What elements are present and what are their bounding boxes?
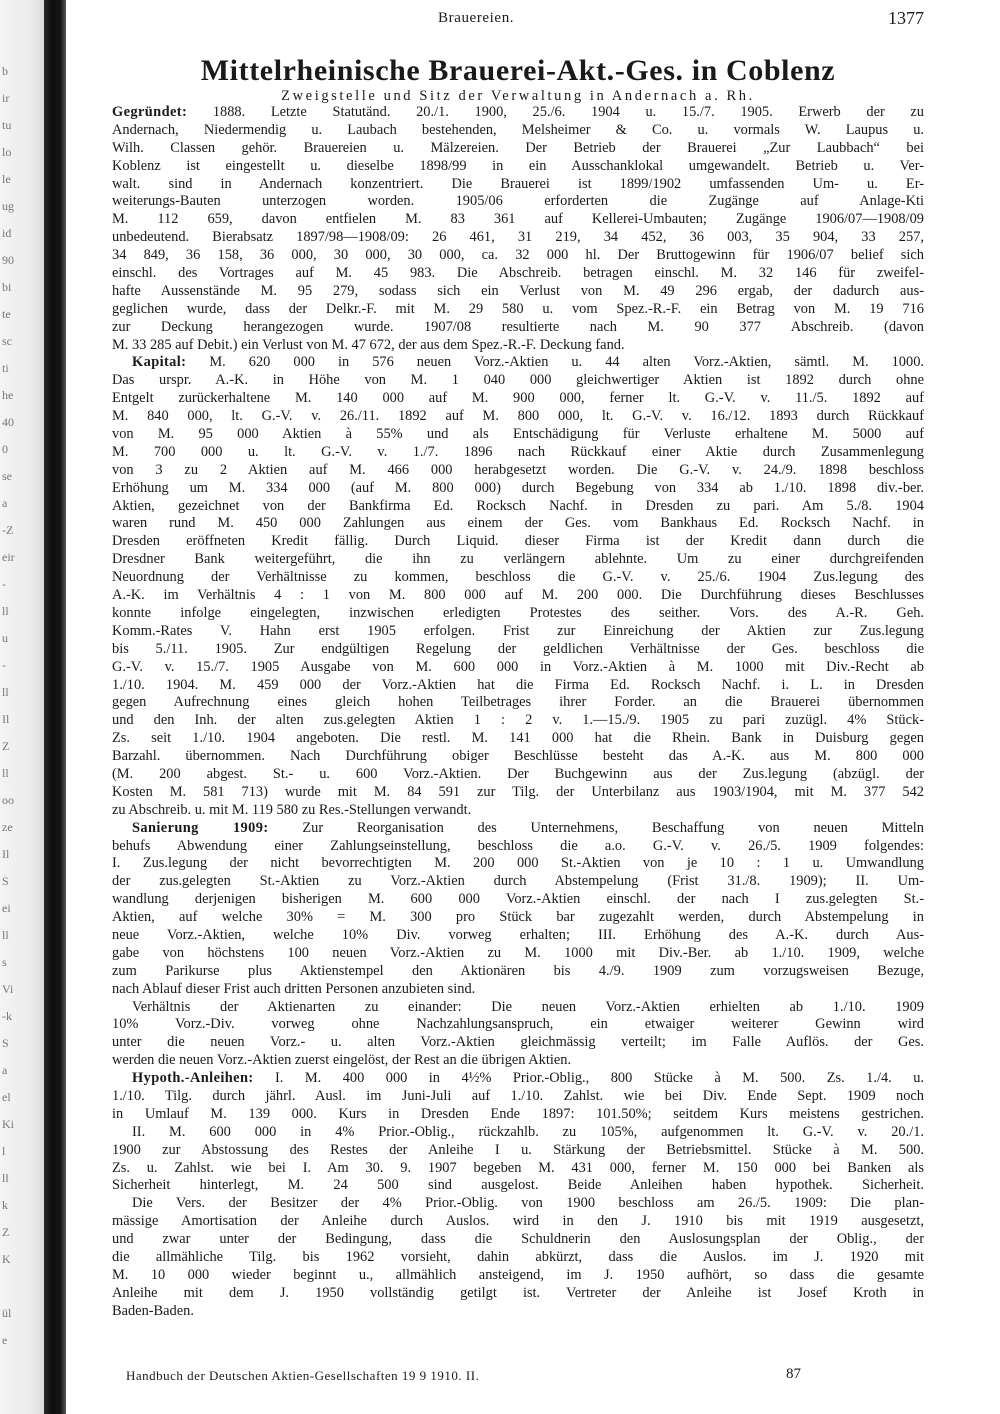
line-text: Andernach, Niedermendig u. Laubach bestehenden, Melsheimer & Co. u. vormals W. Laupus u.	[112, 121, 924, 138]
line-text: A.-K. im Verhältnis 4 : 1 von M. 800 000 auf M. 200 000. Die Durchführung dieses Beschlusses	[112, 587, 924, 604]
line-text: Neuordnung der Verhältnisse zu kommen, beschloss die G.-V. v. 25./6. 1904 Zus.legung des	[112, 569, 924, 586]
line-text: hafte Aussenstände M. 95 279, sodass sich ein Verlust von M. 49 296 ergab, der dadurch aus-	[112, 282, 924, 299]
text-line	[112, 408, 924, 426]
text-line	[112, 1177, 924, 1195]
text-line	[112, 158, 924, 176]
text-line	[112, 301, 924, 319]
line-text: von M. 95 000 Aktien à 55% und als Entschädigung für Verluste erhaltene M. 5000 auf	[112, 426, 924, 443]
text-line	[112, 1124, 924, 1142]
text-line	[112, 444, 924, 462]
company-heading: Mittelrheinische Brauerei-Akt.-Ges. in Coblenz	[200, 54, 836, 87]
line-text: Verhältnis der Aktienarten zu einander: Die neuen Vorz.-Aktien erhielten ab 1./10. 1909	[132, 998, 924, 1015]
section-label: Sanierung 1909:	[132, 819, 269, 836]
text-line	[112, 766, 924, 784]
text-line	[112, 1195, 924, 1213]
line-text: gegen Aufrechnung eines gleich hohen Teilbetrages ihrer Forder. an die Brauerei übernommen	[112, 694, 924, 711]
line-text: 1./10. 1904. M. 459 000 der Vorz.-Aktien hat die Firma Ed. Rocksch Nachf. i. L. in Dresden	[112, 676, 924, 693]
line-text: Zs. seit 1./10. 1904 angeboten. Die restl. M. 141 000 hat die Rhein. Bank in Duisburg gegen	[112, 730, 924, 747]
text-line	[112, 694, 924, 712]
margin-fragment: ir	[2, 91, 10, 105]
line-text: Barzahl. übernommen. Nach Durchführung obiger Beschlüsse besteht das A.-K. aus M. 800 000	[112, 748, 924, 765]
page-footer	[126, 1366, 826, 1386]
text-line	[112, 659, 924, 677]
footer-citation: Handbuch der Deutschen Aktien-Gesellschaften 19 9 1910. II.	[126, 1368, 480, 1383]
line-text: M. 840 000, lt. G.-V. v. 26./11. 1892 auf M. 800 000, lt. G.-V. v. 16./12. 1893 durch Rückkauf	[112, 408, 924, 425]
line-text: I. M. 400 000 in 4½% Prior.-Oblig., 800 Stücke à M. 500. Zs. 1./4. u.	[253, 1070, 924, 1087]
line-text: werden die neuen Vorz.-Aktien zuerst eingelöst, der Rest an die übrigen Aktien.	[112, 1052, 572, 1069]
text-line	[112, 265, 924, 283]
line-text: mässige Amortisation der Anleihe durch Auslos. wird in den J. 1910 bis mit 1919 ausgesetzt,	[112, 1213, 924, 1230]
text-line	[112, 1052, 924, 1070]
text-line	[112, 426, 924, 444]
line-text: geglichen wurde, dass der Delkr.-F. mit M. 29 580 u. vom Spez.-R.-F. ein Betrag von M. 19 716	[112, 300, 924, 317]
line-text: M. 700 000 u. lt. G.-V. v. 1./7. 1896 nach Rückkauf einer Aktie durch Zusammenlegung	[112, 443, 924, 460]
text-line	[112, 820, 924, 838]
line-text: Zs. u. Zahlst. wie bei I. Am 30. 9. 1907 begeben M. 431 000, ferner M. 150 000 bei Banken als	[112, 1159, 924, 1176]
line-text: Sicherheit hinterlegt, M. 24 500 sind ausgelost. Beide Anleihen haben hypothek. Sicherheit.	[112, 1177, 924, 1194]
text-line	[112, 855, 924, 873]
line-text: Komm.-Rates V. Hahn erst 1905 erfolgen. Frist zur Einreichung der Aktien zur Zus.legung	[112, 622, 924, 639]
margin-fragment: bi	[2, 280, 12, 294]
line-text: M. 33 285 auf Debit.) ein Verlust von M. 47 672, der aus dem Spez.-R.-F. Deckung fand.	[112, 336, 625, 353]
line-text: 1900 zur Abstossung des Restes der Anleihe I u. Stärkung der Betriebsmittel. Stücke à M. 500.	[112, 1141, 924, 1158]
text-line	[112, 730, 924, 748]
line-text: M. 620 000 in 576 neuen Vorz.-Aktien u. 44 alten Vorz.-Aktien, sämtl. M. 1000.	[186, 354, 924, 371]
adjacent-page-fragments	[0, 0, 40, 1414]
margin-fragment: 90	[2, 253, 14, 267]
margin-fragment: Ki	[2, 1117, 14, 1131]
text-line	[112, 1267, 924, 1285]
margin-fragment: el	[2, 1090, 11, 1104]
line-text: Anleihe mit dem J. 1950 vollständig getilgt ist. Vertreter der Anleihe ist Josef Kroth in	[112, 1284, 924, 1301]
section-title: Brauereien.	[438, 10, 515, 26]
section-label: Kapital:	[132, 354, 187, 371]
line-text: der zus.gelegten St.-Aktien zu Vorz.-Aktien durch Abstempelung (Frist 31./8. 1909); II. Um-	[112, 873, 924, 890]
line-text: 1./10. Tilg. durch jährl. Ausl. im Juni-Juli auf 1./10. Zahlst. wie bei Div. Ende Sept. 1909 noch	[112, 1087, 924, 1104]
line-text: (M. 200 abgest. St.- u. 600 Vorz.-Aktien. Der Buchgewinn aus der Zus.legung (abzügl. der	[112, 765, 924, 782]
line-text: konnte infolge eingelegten, inzwischen erledigten Protestes des seither. Vors. des A.-R. Geh.	[112, 604, 924, 621]
line-text: Das urspr. A.-K. in Höhe von M. 1 040 000 gleichwertiger Aktien ist 1892 durch ohne	[112, 372, 924, 389]
text-line	[112, 927, 924, 945]
margin-fragment: he	[2, 388, 14, 402]
margin-fragment: -	[2, 658, 6, 672]
line-text: gabe von höchstens 100 neuen Vorz.-Aktien zu M. 1000 mit Div.-Ber. ab 1./10. 1909, welche	[112, 944, 924, 961]
line-text: Wilh. Classen gehör. Brauereien u. Mälzereien. Der Betrieb der Brauerei „Zur Laubbach“ bei	[112, 139, 924, 156]
text-line	[112, 748, 924, 766]
margin-fragment: oo	[2, 793, 14, 807]
line-text: Entgelt zurückerhaltene M. 140 000 auf M. 900 000, ferner lt. G.-V. v. 11./5. 1892 auf	[112, 390, 924, 407]
margin-fragment: ll	[2, 685, 9, 699]
text-line	[112, 623, 924, 641]
line-text: walt. sind in Andernach konzentriert. Die Brauerei ist 1899/1902 umfassenden Um- u. Er-	[112, 175, 924, 192]
line-text: einschl. des Vortrages auf M. 45 983. Die Abschreib. betragen einschl. M. 32 146 für zweifel-	[112, 265, 924, 282]
text-line	[112, 211, 924, 229]
line-text: und zwar unter der Bedingung, dass die Schuldnerin den Auslosungsplan der Oblig., der	[112, 1231, 924, 1248]
line-text: M. 112 659, davon entfielen M. 83 361 auf Kellerei-Umbauten; Zugänge 1906/07—1908/09	[112, 211, 924, 228]
text-line	[112, 1142, 924, 1160]
text-line	[112, 1303, 924, 1321]
margin-fragment: lo	[2, 145, 12, 159]
line-text: Koblenz ist eingestellt u. dieselbe 1898/99 in ein Ausschanklokal umgewandelt. Betrieb u. Ver-	[112, 157, 924, 174]
margin-fragment: se	[2, 469, 12, 483]
line-text: Aktien, auf welche 30% = M. 300 pro Stück bar zugezahlt werden, durch Abstempelung in	[112, 909, 924, 926]
margin-fragment: ll	[2, 928, 9, 942]
margin-fragment: 40	[2, 415, 14, 429]
margin-fragment: u	[2, 631, 8, 645]
margin-fragment: S	[2, 1036, 9, 1050]
margin-fragment: ug	[2, 199, 14, 213]
margin-fragment: -Z	[2, 523, 14, 537]
text-line	[112, 337, 924, 355]
margin-fragment: te	[2, 307, 11, 321]
text-line	[112, 193, 924, 211]
text-line	[112, 1249, 924, 1267]
text-line	[112, 641, 924, 659]
text-line	[112, 354, 924, 372]
line-text: II. M. 600 000 in 4% Prior.-Oblig., rückzahlb. zu 105%, aufgenommen lt. G.-V. v. 20./1.	[132, 1123, 924, 1140]
line-text: und den Inh. der alten zus.gelegten Aktien 1 : 2 v. 1.—15./9. 1905 zu pari zuzügl. 4% Stück-	[112, 712, 924, 729]
line-text: unbedeutend. Bierabsatz 1897/98—1908/09: 26 461, 31 219, 34 452, 36 003, 35 904, 33 257,	[112, 229, 924, 246]
line-text: Erhöhung um M. 334 000 (auf M. 800 000) durch Begebung von 334 ab 1./10. 1898 div.-ber.	[112, 479, 924, 496]
text-line	[112, 569, 924, 587]
page-number: 1377	[888, 8, 924, 28]
text-line	[112, 802, 924, 820]
margin-fragment: a	[2, 1063, 8, 1077]
text-line	[112, 533, 924, 551]
line-text: Dresdner Bank weitergeführt, die ihn zu verlängern ablehnte. Um zu einer durchgreifenden	[112, 551, 924, 568]
text-line	[112, 1106, 924, 1124]
margin-fragment: ll	[2, 604, 9, 618]
text-line	[112, 1088, 924, 1106]
line-text: I. Zus.legung der nicht bevorrechtigten M. 200 000 St.-Aktien von je 10 : 1 u. Umwandlung	[112, 855, 924, 872]
margin-fragment: K	[2, 1252, 11, 1266]
margin-fragment: S	[2, 874, 9, 888]
line-text: unter die neuen Vorz.- u. alten Vorz.-Aktien gleichmässig verteilt; im Falle Auflös. der Ges.	[112, 1034, 924, 1051]
text-line	[112, 462, 924, 480]
line-text: 10% Vorz.-Div. vorweg ohne Nachzahlungsanspruch, ein etwaiger weiterer Gewinn wird	[112, 1016, 924, 1033]
line-text: die allmähliche Tilg. bis 1962 vorsieht, dahin abkürzt, dass die Auslos. im J. 1920 mit	[112, 1249, 924, 1265]
line-text: Die Vers. der Besitzer der 4% Prior.-Oblig. von 1900 beschloss am 26./5. 1909: Die plan-	[132, 1195, 924, 1212]
text-line	[112, 176, 924, 194]
line-text: behufs Abwendung einer Zahlungseinstellung, beschloss die a.o. G.-V. v. 26./5. 1909 folgendes:	[112, 837, 924, 854]
margin-fragment: b	[2, 64, 8, 78]
margin-fragment: Z	[2, 1225, 10, 1239]
text-line	[112, 1160, 924, 1178]
margin-fragment: id	[2, 226, 12, 240]
line-text: Aktien, gezeichnet von der Bankfirma Ed. Rocksch Nachf. in Dresden zu pari. Am 5./8. 1904	[112, 497, 924, 514]
text-line	[112, 1070, 924, 1088]
text-line	[112, 677, 924, 695]
margin-fragment: Il	[2, 847, 10, 861]
text-line	[112, 838, 924, 856]
line-text: 34 849, 36 158, 36 000, 30 000, 30 000, ca. 32 000 hl. Der Bruttogewinn für 1906/07 belief sich	[112, 247, 924, 264]
text-line	[112, 1231, 924, 1249]
text-line	[112, 873, 924, 891]
line-text: zur Deckung herangezogen wurde. 1907/08 resultierte nach M. 90 377 Abschreib. (davon	[112, 318, 924, 335]
company-entry-text	[112, 104, 924, 1321]
text-line	[112, 104, 924, 122]
margin-fragment: ze	[2, 820, 13, 834]
text-line	[112, 891, 924, 909]
margin-fragment: s	[2, 955, 7, 969]
text-line	[112, 480, 924, 498]
margin-fragment: sc	[2, 334, 12, 348]
line-text: G.-V. v. 15./7. 1905 Ausgabe von M. 600 000 in Vorz.-Aktien à M. 1000 mit Div.-Recht ab	[112, 658, 924, 675]
text-line	[112, 283, 924, 301]
scan-left-margin	[0, 0, 44, 1414]
margin-fragment: a	[2, 496, 8, 510]
text-line	[112, 372, 924, 390]
signature-mark: 87	[786, 1366, 801, 1382]
margin-fragment: Z	[2, 739, 10, 753]
line-text: neue Vorz.-Aktien, welche 10% Div. vorweg erhalten; III. Erhöhung des A.-K. durch Aus-	[112, 926, 924, 943]
text-line	[112, 784, 924, 802]
text-line	[112, 498, 924, 516]
text-line	[112, 247, 924, 265]
margin-fragment: -k	[2, 1009, 12, 1023]
text-line	[112, 319, 924, 337]
line-text: weiterungs-Bauten unterzogen worden. 1905/06 erforderten die Zugänge auf Anlage-Kti	[112, 193, 924, 210]
margin-fragment: eir	[2, 550, 15, 564]
text-line	[112, 1213, 924, 1231]
margin-fragment: 0	[2, 442, 8, 456]
text-line	[112, 1285, 924, 1303]
text-line	[112, 945, 924, 963]
line-text: nach Ablauf dieser Frist auch dritten Personen anzubieten sind.	[112, 980, 476, 997]
line-text: M. 10 000 wieder beginnt u., allmählich ansteigend, im J. 1950 aufhört, so dass die gesamte	[112, 1266, 924, 1283]
line-text: Baden-Baden.	[112, 1302, 194, 1319]
margin-fragment: le	[2, 172, 11, 186]
line-text: 1888. Letzte Statutänd. 20./1. 1900, 25./6. 1904 u. 15./7. 1905. Erwerb der zu	[187, 104, 924, 120]
line-text: zu Abschreib. u. mit M. 119 580 zu Res.-Stellungen verwandt.	[112, 801, 472, 818]
text-line	[112, 587, 924, 605]
text-line	[112, 551, 924, 569]
line-text: von 3 zu 2 Aktien auf M. 466 000 herabgesetzt worden. Die G.-V. v. 24./9. 1898 beschloss	[112, 461, 924, 478]
line-text: zum Parikurse plus Aktienstempel den Aktionären bis 4./9. 1909 zum vorzugsweisen Bezuge,	[112, 962, 924, 979]
section-label: Hypoth.-Anleihen:	[132, 1070, 254, 1087]
line-text: bis 5./11. 1905. Zur endgültigen Regelung der geldlichen Verhältnisse der Ges. beschloss die	[112, 640, 924, 657]
margin-fragment: ll	[2, 1171, 9, 1185]
text-line	[112, 712, 924, 730]
text-line	[112, 981, 924, 999]
text-line	[112, 909, 924, 927]
margin-fragment: ei	[2, 901, 11, 915]
margin-fragment: Vi	[2, 982, 14, 996]
margin-fragment: e	[2, 1333, 8, 1347]
text-line	[112, 999, 924, 1017]
margin-fragment: ti	[2, 361, 9, 375]
text-line	[112, 390, 924, 408]
line-text: in Umlauf M. 139 000. Kurs in Dresden Ende 1897: 101.50%; seitdem Kurs meistens gestrichen.	[112, 1105, 924, 1122]
margin-fragment: k	[2, 1198, 8, 1212]
margin-fragment: ll	[2, 766, 9, 780]
text-line	[112, 122, 924, 140]
text-line	[112, 1034, 924, 1052]
company-subtitle: Zweigstelle und Sitz der Verwaltung in Andernach a. Rh.	[281, 88, 755, 104]
line-text: Kosten M. 581 713) wurde mit M. 84 591 zur Tilg. der Unterbilanz aus 1903/1904, mit M. 377 542	[112, 783, 924, 800]
margin-fragment: -	[2, 577, 6, 591]
running-head	[112, 8, 924, 30]
text-line	[112, 515, 924, 533]
line-text: wandlung derjenigen bisherigen M. 600 000 Vorz.-Aktien einschl. der nach I zus.gelegten St.-	[112, 891, 924, 908]
text-line	[112, 963, 924, 981]
line-text: Dresden eröffneten Kredit fällig. Durch Liquid. dieser Firma ist der Kredit dann durch die	[112, 533, 924, 550]
margin-fragment: l	[2, 1144, 6, 1158]
text-line	[112, 229, 924, 247]
text-line	[112, 140, 924, 158]
margin-fragment: ül	[2, 1306, 12, 1320]
text-line	[112, 1016, 924, 1034]
section-label: Gegründet:	[112, 104, 188, 120]
text-line	[112, 605, 924, 623]
margin-fragment: Il	[2, 712, 10, 726]
margin-fragment: tu	[2, 118, 12, 132]
binding-shadow	[44, 0, 66, 1414]
line-text: Zur Reorganisation des Unternehmens, Beschaffung von neuen Mitteln	[268, 819, 924, 836]
line-text: waren rund M. 450 000 Zahlungen aus einem der Ges. vom Bankhaus Ed. Rocksch Nachf. in	[112, 515, 924, 532]
document-page	[112, 0, 924, 1414]
